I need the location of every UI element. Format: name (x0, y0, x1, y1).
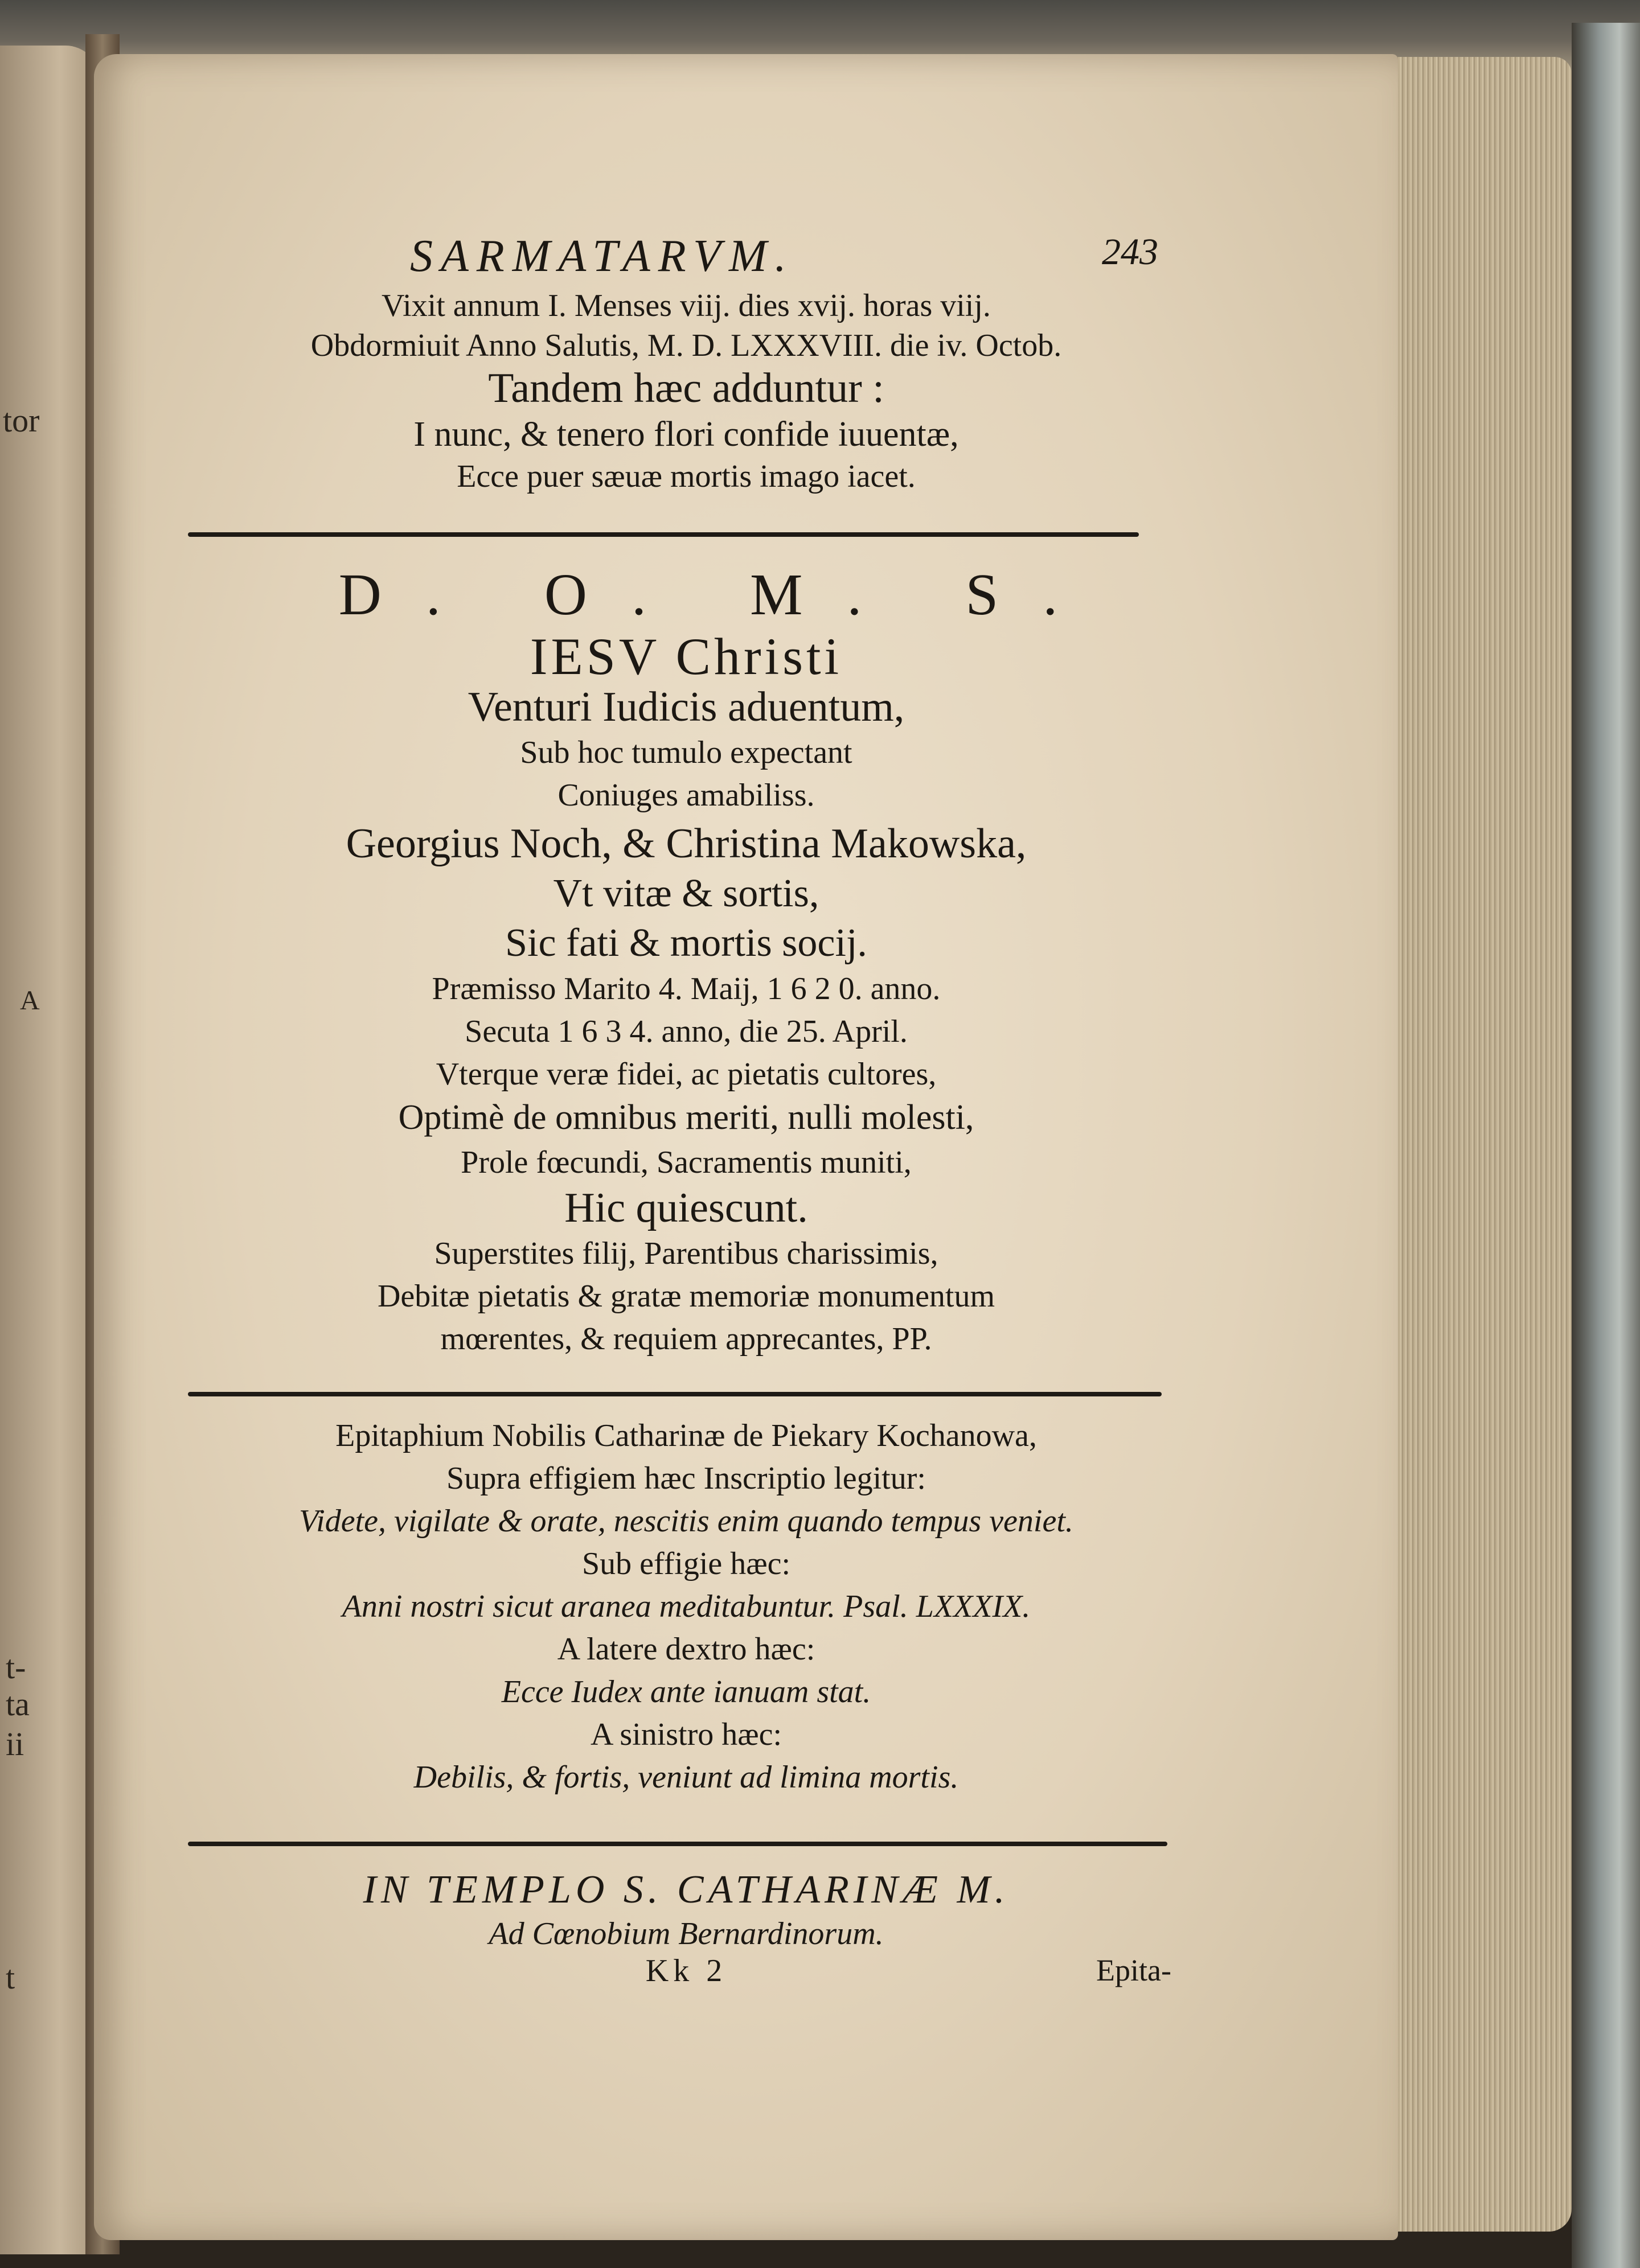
text-line: Ecce Iudex ante ianuam stat. (501, 1674, 871, 1710)
text-line: Superstites filij, Parentibus charissimis, (434, 1236, 938, 1271)
separator-rule (188, 532, 1139, 537)
text-line: Anni nostri sicut aranea meditabuntur. Psal. LXXXIX. (342, 1589, 1031, 1624)
text-line: Sub hoc tumulo expectant (520, 735, 852, 770)
text-line: Georgius Noch, & Christina Makowska, (346, 820, 1027, 867)
text-line: Obdormiuit Anno Salutis, M. D. LXXXVIII. die iv. Octob. (310, 328, 1062, 363)
text-line: Vterque veræ fidei, ac pietatis cultores, (436, 1057, 937, 1092)
text-line: A latere dextro hæc: (557, 1632, 815, 1667)
text-line: Videte, vigilate & orate, nescitis enim quando tempus veniet. (299, 1503, 1073, 1539)
text-line: Debitæ pietatis & gratæ memoriæ monumentum (377, 1279, 995, 1314)
text-line: IESV Christi (530, 627, 843, 685)
text-line: Coniuges amabiliss. (557, 778, 815, 813)
book-cover-edge (1572, 23, 1640, 2268)
left-fragment: tor (3, 402, 40, 439)
text-line: I nunc, & tenero flori confide iuuentæ, (413, 415, 959, 454)
signature-mark: Kk 2 (645, 1953, 727, 1988)
catchword: Epita- (1096, 1953, 1171, 1987)
left-fragment: t- (6, 1649, 26, 1686)
page-fore-edge (1384, 57, 1572, 2232)
left-fragment: ii (6, 1725, 24, 1762)
text-line: A sinistro hæc: (590, 1717, 782, 1752)
page-number: 243 (1102, 231, 1158, 273)
section-heading: IN TEMPLO S. CATHARINÆ M. (363, 1868, 1010, 1912)
left-fragment: A (20, 985, 40, 1016)
text-line: Præmisso Marito 4. Maij, 1 6 2 0. anno. (432, 971, 941, 1006)
text-line: Venturi Iudicis aduentum, (468, 684, 905, 730)
section-subheading: Ad Cœnobium Bernardinorum. (489, 1916, 884, 1951)
text-line: Sub effigie hæc: (581, 1546, 791, 1581)
left-fragment: t (6, 1959, 15, 1996)
text-line: Tandem hæc adduntur : (488, 365, 884, 412)
left-page-edge (0, 46, 100, 2254)
text-line: Hic quiescunt. (564, 1185, 808, 1231)
text-line: Optimè de omnibus meriti, nulli molesti, (398, 1098, 974, 1137)
text-line: Epitaphium Nobilis Catharinæ de Piekary Kochanowa, (335, 1418, 1037, 1453)
separator-rule (188, 1842, 1167, 1846)
text-line: Vt vitæ & sortis, (553, 872, 819, 915)
epitaph-heading: D. O. M. S. (338, 562, 1102, 627)
text-line: Supra effigiem hæc Inscriptio legitur: (446, 1461, 926, 1496)
text-line: Debilis, & fortis, veniunt ad limina mortis. (413, 1760, 959, 1795)
running-title: SARMATARVM. (410, 231, 794, 281)
separator-rule (188, 1392, 1162, 1396)
text-line: Ecce puer sæuæ mortis imago iacet. (457, 459, 916, 494)
left-fragment: ta (6, 1686, 30, 1723)
text-line: Prole fœcundi, Sacramentis muniti, (461, 1145, 912, 1180)
text-line: mœrentes, & requiem apprecantes, PP. (440, 1321, 932, 1357)
text-line: Secuta 1 6 3 4. anno, die 25. April. (465, 1014, 908, 1049)
text-line: Vixit annum I. Menses viij. dies xvij. horas viij. (382, 288, 991, 323)
text-line: Sic fati & mortis socij. (505, 921, 867, 965)
